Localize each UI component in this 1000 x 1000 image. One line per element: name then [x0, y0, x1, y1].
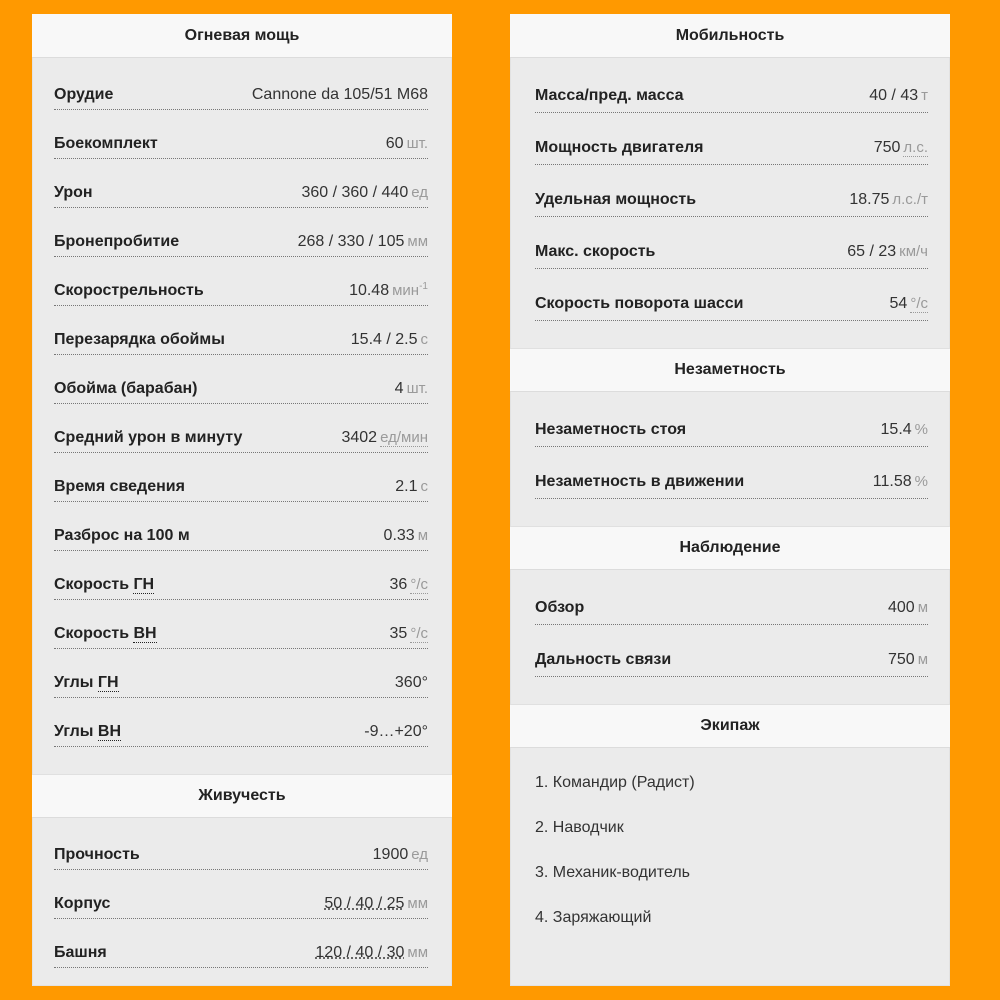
stat-value: 750: [887, 651, 915, 668]
stat-value: 268 / 330 / 105: [297, 232, 405, 250]
stat-label: Корпус: [54, 894, 111, 912]
stat-value: 11.58: [872, 473, 912, 490]
stat-label: Макс. скорость: [535, 243, 656, 260]
stat-label: Дальность связи: [535, 651, 672, 668]
stat-row-elevation-speed: [54, 609, 428, 658]
stat-row-damage: [54, 168, 428, 217]
stat-value: 54: [889, 295, 908, 312]
stat-value: 15.4: [880, 421, 912, 438]
stat-row-signal-range: [535, 634, 928, 686]
stat-value: Cannone da 105/51 M68: [251, 85, 428, 103]
stat-unit: м: [917, 599, 928, 616]
stat-value: 65 / 23: [847, 243, 897, 260]
stat-label: Башня: [54, 943, 107, 961]
stat-label: Скорострельность: [54, 281, 204, 299]
stat-row-traverse-speed: [54, 560, 428, 609]
abbr-vn[interactable]: ВН: [97, 722, 121, 740]
stat-value: 360°: [394, 673, 428, 691]
left-panel: [32, 14, 452, 986]
crew-member: 1. Командир (Радист): [535, 773, 695, 791]
stat-unit[interactable]: °/c: [910, 295, 928, 312]
right-panel: [510, 14, 950, 986]
stat-label: Обойма (барабан): [54, 379, 198, 397]
stat-unit: мм: [407, 232, 428, 250]
stat-row-view-range: [535, 582, 928, 634]
stat-unit[interactable]: ед/мин: [380, 428, 428, 446]
stat-unit: ед: [411, 183, 428, 201]
stat-label: Средний урон в минуту: [54, 428, 243, 446]
stat-label: Разброс на 100 м: [54, 526, 190, 544]
stat-label: Масса/пред. масса: [535, 87, 684, 104]
stat-row-clip-size: [54, 364, 428, 413]
stat-value: 18.75: [849, 191, 890, 208]
stat-row-turret-armor: [54, 928, 428, 977]
stat-value: 35: [389, 624, 408, 642]
stat-value: 1900: [372, 845, 409, 863]
observation-header: Наблюдение: [510, 526, 950, 570]
stat-value: 40 / 43: [869, 87, 919, 104]
stat-value: 36: [389, 575, 408, 593]
stat-row-camo-moving: [535, 456, 928, 508]
stat-label: Скорость ГН: [54, 575, 155, 593]
stat-row-specific-power: [535, 174, 928, 226]
stat-unit: м: [417, 526, 428, 544]
stat-unit[interactable]: °/c: [410, 624, 428, 642]
observation-rows: [510, 570, 950, 690]
stat-row-hitpoints: [54, 830, 428, 879]
stat-label: Углы ГН: [54, 673, 119, 691]
stat-row-dpm: [54, 413, 428, 462]
stat-row-dispersion: [54, 511, 428, 560]
stat-value: 3402: [341, 428, 378, 446]
stat-value: 4: [394, 379, 404, 397]
stat-row-clip-reload: [54, 315, 428, 364]
crew-member: 3. Механик-водитель: [535, 863, 690, 881]
stat-unit: с: [420, 477, 428, 495]
stat-label: Скорость поворота шасси: [535, 295, 744, 312]
stat-row-traverse-angles: [54, 658, 428, 707]
abbr-vn[interactable]: ВН: [133, 624, 157, 642]
stat-unit: мм: [407, 894, 428, 912]
stat-unit: шт.: [406, 134, 428, 152]
stat-value: 15.4 / 2.5: [350, 330, 418, 348]
stat-value: 2.1: [395, 477, 418, 495]
stat-label: Перезарядка обоймы: [54, 330, 225, 348]
stat-label: Скорость ВН: [54, 624, 157, 642]
abbr-gn[interactable]: ГН: [133, 575, 155, 593]
stat-row-engine-power: [535, 122, 928, 174]
survivability-rows: [32, 818, 452, 981]
stat-row-hull-traverse: [535, 278, 928, 330]
stat-unit: т: [921, 87, 928, 104]
stat-unit: л.с./т: [892, 191, 928, 208]
stat-value: 360 / 360 / 440: [301, 183, 409, 201]
stat-label: Незаметность в движении: [535, 473, 745, 490]
stat-value[interactable]: 120 / 40 / 30: [315, 943, 405, 961]
stat-row-aim-time: [54, 462, 428, 511]
stat-row-elevation-angles: [54, 707, 428, 756]
stat-label: Боекомплект: [54, 134, 158, 152]
stat-label: Орудие: [54, 85, 114, 103]
stat-value: 400: [887, 599, 915, 616]
stat-value: 750: [873, 139, 901, 156]
stat-label: Время сведения: [54, 477, 185, 495]
firepower-rows: [32, 58, 452, 760]
survivability-header: Живучесть: [32, 774, 452, 818]
stat-row-max-speed: [535, 226, 928, 278]
stat-value: 60: [385, 134, 404, 152]
stat-value: 10.48: [349, 282, 390, 299]
stat-label: Бронепробитие: [54, 232, 180, 250]
firepower-header: Огневая мощь: [32, 14, 452, 58]
stealth-header: Незаметность: [510, 348, 950, 392]
stat-unit: ед: [411, 845, 428, 863]
stat-row-rate-of-fire: [54, 266, 428, 315]
stat-unit: мин$^{-1}$: [392, 281, 428, 299]
stat-row-hull-armor: [54, 879, 428, 928]
stat-unit: %: [914, 473, 928, 490]
stat-row-ammo: [54, 119, 428, 168]
stat-unit: с: [420, 330, 428, 348]
crew-member: 4. Заряжающий: [535, 908, 652, 926]
stat-label: Незаметность стоя: [535, 421, 687, 438]
crew-member: 2. Наводчик: [535, 818, 624, 836]
stat-unit: шт.: [406, 379, 428, 397]
crew-header: Экипаж: [510, 704, 950, 748]
stat-label: Прочность: [54, 845, 140, 863]
stat-label: Обзор: [535, 599, 585, 616]
stat-row-gun: [54, 70, 428, 119]
stat-unit[interactable]: °/c: [410, 575, 428, 593]
stealth-rows: [510, 392, 950, 512]
stat-label: Удельная мощность: [535, 191, 697, 208]
stat-label: Мощность двигателя: [535, 139, 704, 156]
stat-unit: м: [917, 651, 928, 668]
mobility-rows: [510, 58, 950, 334]
stat-unit: мм: [407, 943, 428, 961]
stat-row-penetration: [54, 217, 428, 266]
stat-unit: км/ч: [899, 243, 928, 260]
stat-unit[interactable]: л.с.: [903, 139, 928, 156]
stat-unit: %: [914, 421, 928, 438]
crew-list: [510, 748, 950, 940]
abbr-gn[interactable]: ГН: [97, 673, 119, 691]
mobility-header: Мобильность: [510, 14, 950, 58]
stat-label: Урон: [54, 183, 93, 201]
stat-value: -9…+20°: [364, 722, 428, 740]
stat-value[interactable]: 50 / 40 / 25: [324, 894, 405, 912]
stat-row-camo-stationary: [535, 404, 928, 456]
stat-value: 0.33: [383, 526, 415, 544]
stat-label: Углы ВН: [54, 722, 121, 740]
stat-row-weight: [535, 70, 928, 122]
